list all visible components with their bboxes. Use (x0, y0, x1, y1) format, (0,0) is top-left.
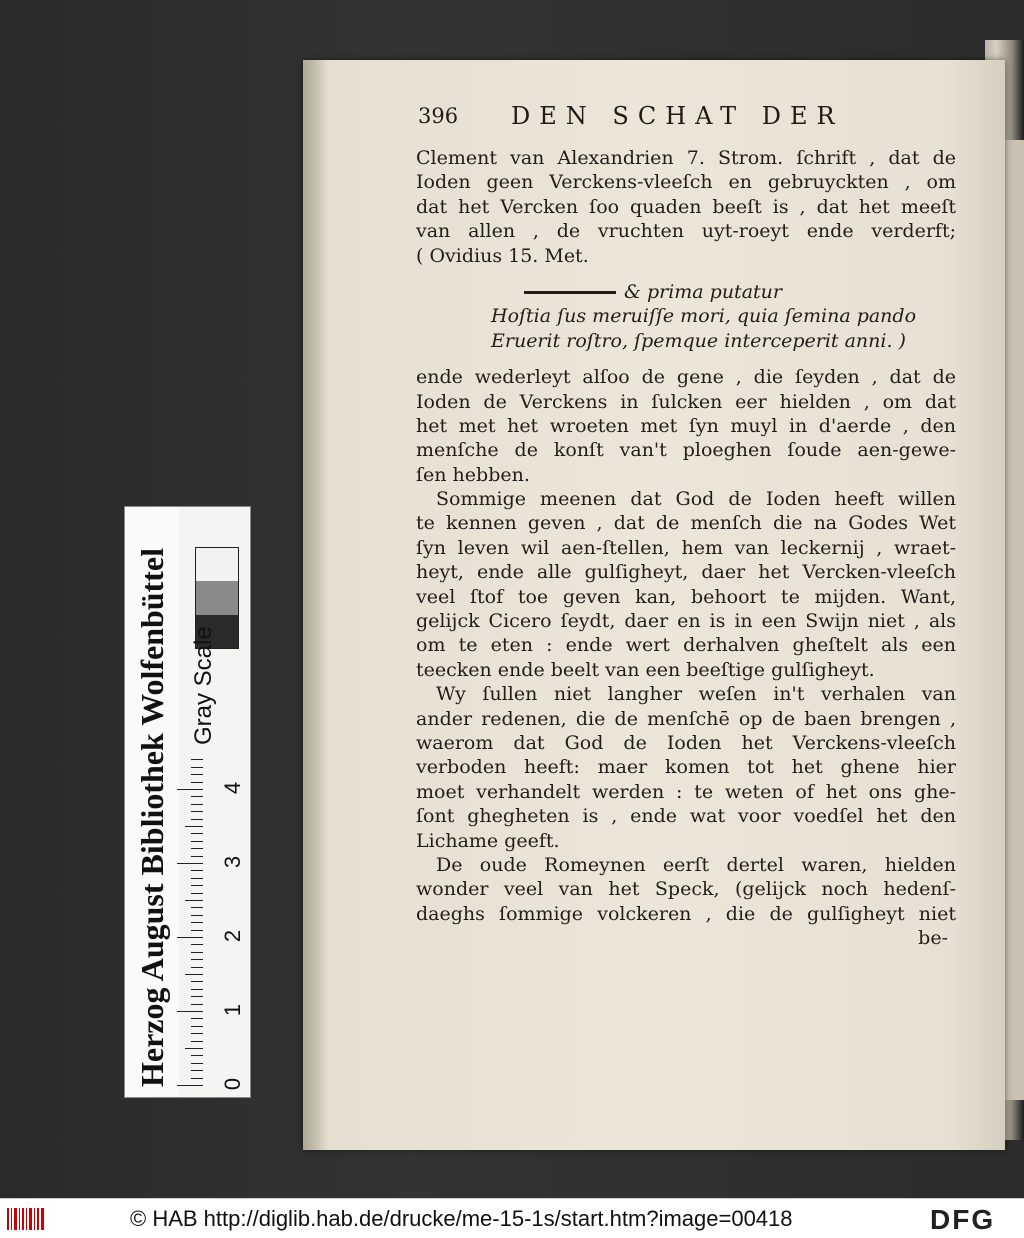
gray-scale-label: Gray Scale (190, 626, 217, 745)
centimeter-ticks (177, 755, 247, 1095)
ruler-number: 2 (220, 929, 245, 943)
text-line: verboden heeft: maer komen tot het ghene hier (416, 756, 956, 779)
dfg-logo: DFG (930, 1204, 996, 1235)
text-line: ( Ovidius 15. Met. (416, 244, 589, 267)
ruler-tick (191, 885, 203, 886)
latin-quotation (416, 280, 956, 353)
text-line: Ioden geen Verckens-vleeſch en gebruyckten , om (416, 171, 956, 194)
ruler-tick (191, 833, 203, 834)
text-line: te kennen geven , dat de menſch die na Godes Wet (416, 512, 956, 535)
ruler-tick (185, 900, 203, 901)
ruler-tick (191, 1004, 203, 1005)
text-line: menſche de konſt van't ploeghen ſoude aen-gewe- (416, 439, 956, 462)
ruler-tick (191, 1033, 203, 1034)
text-line: waerom dat God de Ioden het Verckens-vleeſch (416, 731, 956, 754)
ruler-tick (191, 915, 203, 916)
text-line: dat het Vercken ſoo quaden beeſt is , dat het meeſt (416, 195, 956, 218)
ruler-tick (191, 1026, 203, 1027)
catchword: be- (918, 927, 948, 950)
ruler-tick (191, 922, 203, 923)
color-scale-ruler (124, 506, 251, 1098)
ruler-tick (191, 907, 203, 908)
text-line: teecken ende beelt van een beeſtige gulſigheyt. (416, 658, 875, 681)
text-line: ſyn leven wil aen-ſtellen, hem van leckernij , wraet- (416, 536, 956, 559)
ruler-tick (191, 944, 203, 945)
ruler-number: 1 (220, 1003, 245, 1017)
ruler-tick (191, 967, 203, 968)
footer-bar (0, 1198, 1024, 1238)
running-head: DEN SCHAT DER (511, 102, 844, 130)
ruler-tick (191, 782, 203, 783)
ruler-number: 0 (220, 1077, 245, 1091)
ruler-tick (185, 974, 203, 975)
text-line: heyt, ende alle gulſigheyt, daer het Vercken-vleeſch (416, 561, 956, 584)
ruler-tick (191, 841, 203, 842)
ruler-tick (191, 767, 203, 768)
ruler-tick (191, 870, 203, 871)
ruler-tick (191, 1055, 203, 1056)
ruler-tick (191, 989, 203, 990)
ruler-tick (191, 996, 203, 997)
ruler-tick (191, 1063, 203, 1064)
ruler-tick (191, 759, 203, 760)
ruler-tick (191, 1078, 203, 1079)
ruler-tick (191, 1018, 203, 1019)
text-line: Lichame geeft. (416, 829, 560, 852)
text-line: daeghs ſommige volckeren , die de gulſigheyt niet (416, 902, 956, 925)
text-line: gelijck Cicero ſeydt, daer en is in een Swijn niet , als (416, 610, 956, 633)
text-line: van allen , de vruchten uyt-roeyt ende verderft; (416, 220, 956, 243)
quote-rule (524, 291, 616, 294)
text-line: wonder veel van het Speck, (gelijck noch hedenſ- (416, 878, 956, 901)
text-line: Clement van Alexandrien 7. Strom. ſchrift , dat de (416, 147, 956, 169)
text-line: veel ſtof toe geven kan, behoort te mijden. Want, (416, 585, 956, 608)
ruler-tick (177, 863, 203, 864)
ruler-tick (185, 1048, 203, 1049)
ruler-tick (185, 826, 203, 827)
ruler-tick (191, 981, 203, 982)
body-text (416, 146, 956, 951)
text-line: ander redenen, die de menſchē op de baen brengen , (416, 707, 956, 730)
ruler-tick (177, 937, 203, 938)
quote-line: Hoſtia ſus meruiſſe mori, quia ſemina pando (491, 305, 917, 328)
page-number: 396 (418, 104, 459, 128)
text-line: ſen hebben. (416, 463, 530, 486)
next-page-edge (1005, 140, 1024, 1100)
quote-line: Eruerit roſtro, ſpemque interceperit anni. ) (491, 329, 906, 352)
barcode-icon (6, 1206, 46, 1232)
footer-credit-link[interactable]: © HAB http://diglib.hab.de/drucke/me-15-1s/start.htm?image=00418 (130, 1206, 793, 1231)
gutter-shadow (303, 60, 327, 1150)
ruler-tick (191, 893, 203, 894)
text-line: moet verhandelt werden : te weten of het ons ghe- (416, 780, 956, 803)
ruler-tick (191, 804, 203, 805)
paragraph-block-2 (416, 365, 956, 926)
ruler-tick (191, 856, 203, 857)
ruler-number: 4 (220, 781, 245, 795)
book-page (303, 60, 1005, 1150)
text-line: om te eten : ende wert derhalven gheſtelt als een (416, 634, 956, 657)
ruler-title: Herzog August Bibliothek Wolfenbüttel (134, 547, 170, 1087)
ruler-tick (191, 796, 203, 797)
ruler-tick (177, 1011, 203, 1012)
text-line: ende wederleyt alſoo de gene , die ſeyden , dat de (416, 366, 956, 389)
ruler-tick (177, 789, 203, 790)
text-line: het met het wroeten met ſyn muyl in d'aerde , den (416, 414, 956, 437)
quote-opening: & prima putatur (624, 280, 782, 303)
ruler-tick (191, 878, 203, 879)
ruler-tick (191, 959, 203, 960)
text-line: ſont ghegheten is , ende wat voor voedſel het den (416, 805, 956, 828)
paragraph-block-1 (416, 146, 956, 268)
text-line: Sommige meenen dat God de Ioden heeft willen (436, 488, 956, 511)
ruler-tick (191, 848, 203, 849)
text-line: Wy ſullen niet langher weſen in't verhalen van (436, 683, 956, 706)
ruler-tick (191, 774, 203, 775)
ruler-tick (191, 930, 203, 931)
ruler-number: 3 (220, 855, 245, 869)
ruler-tick (191, 811, 203, 812)
ruler-tick (191, 1070, 203, 1071)
ruler-tick (191, 952, 203, 953)
ruler-tick (191, 819, 203, 820)
ruler-tick (177, 1085, 203, 1086)
text-line: Ioden de Verckens in ſulcken eer hielden , om dat (416, 390, 956, 413)
text-line: De oude Romeynen eerſt dertel waren, hielden (436, 853, 956, 876)
ruler-tick (191, 1041, 203, 1042)
quote-opening-line (416, 280, 956, 304)
